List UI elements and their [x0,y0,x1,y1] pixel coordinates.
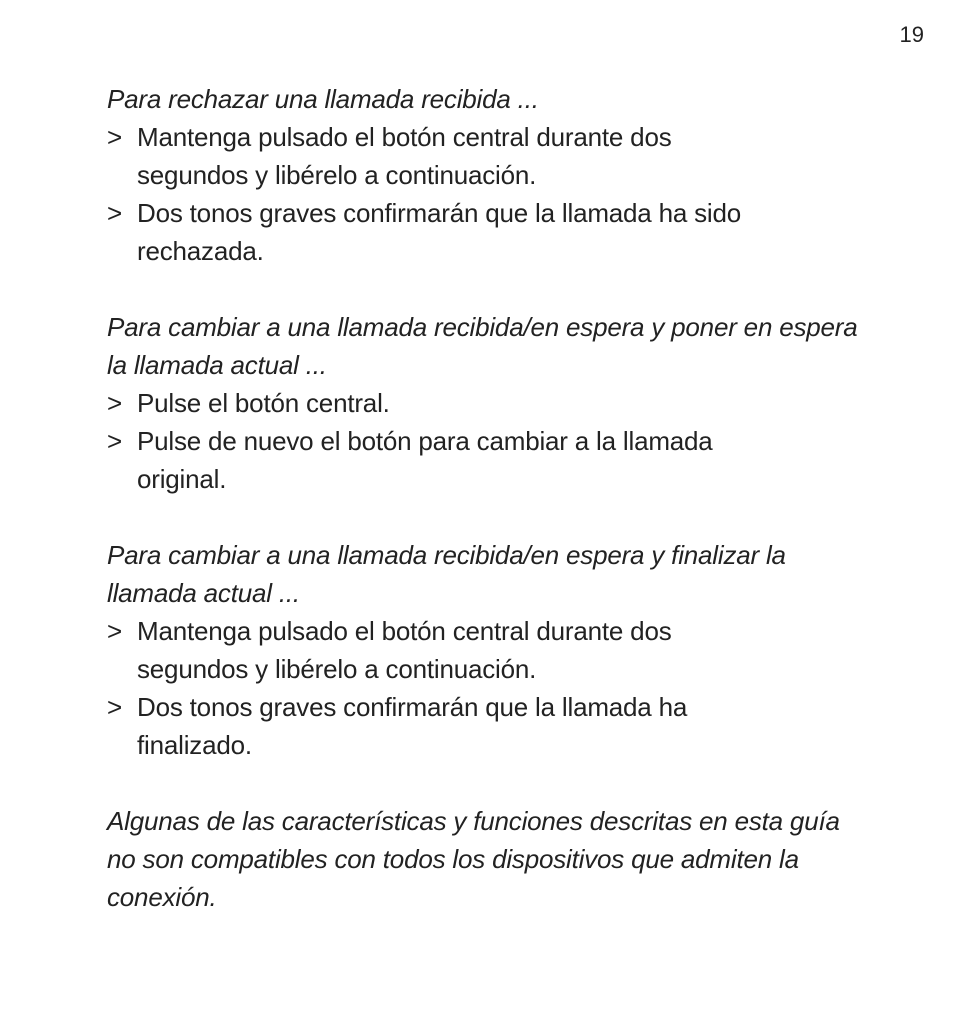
step-text: Dos tonos graves confirmarán que la llamada ha sido rechazada. [137,198,742,266]
step-list [107,384,867,498]
bullet-marker: > [107,426,122,456]
section-reject-call [107,80,867,270]
bullet-marker: > [107,388,122,418]
step-text: Mantenga pulsado el botón central durante dos segundos y libérelo a continuación. [137,616,672,684]
section-switch-hold-call [107,308,867,498]
compatibility-note: Algunas de las características y funciones descritas en esta guía no son compatibles con todos los dispositivos que admiten la conexión. [107,806,840,912]
step-list [107,118,867,270]
section-title: Para cambiar a una llamada recibida/en espera y finalizar la llamada actual ... [107,540,786,608]
step-text: Pulse de nuevo el botón para cambiar a la llamada original. [137,426,713,494]
bullet-marker: > [107,122,122,152]
step-text: Pulse el botón central. [137,388,390,418]
list-item [107,118,777,194]
bullet-marker: > [107,616,122,646]
list-item [107,422,777,498]
section-title: Para cambiar a una llamada recibida/en espera y poner en espera la llamada actual ... [107,312,858,380]
page-content [107,80,867,916]
step-text: Dos tonos graves confirmarán que la llamada ha finalizado. [137,692,688,760]
bullet-marker: > [107,198,122,228]
section-switch-end-call [107,536,867,764]
list-item [107,194,777,270]
bullet-marker: > [107,692,122,722]
list-item [107,384,777,422]
section-title: Para rechazar una llamada recibida ... [107,84,539,114]
page-number: 19 [899,22,924,47]
list-item [107,688,777,764]
step-list [107,612,867,764]
list-item [107,612,777,688]
step-text: Mantenga pulsado el botón central durante dos segundos y libérelo a continuación. [137,122,672,190]
